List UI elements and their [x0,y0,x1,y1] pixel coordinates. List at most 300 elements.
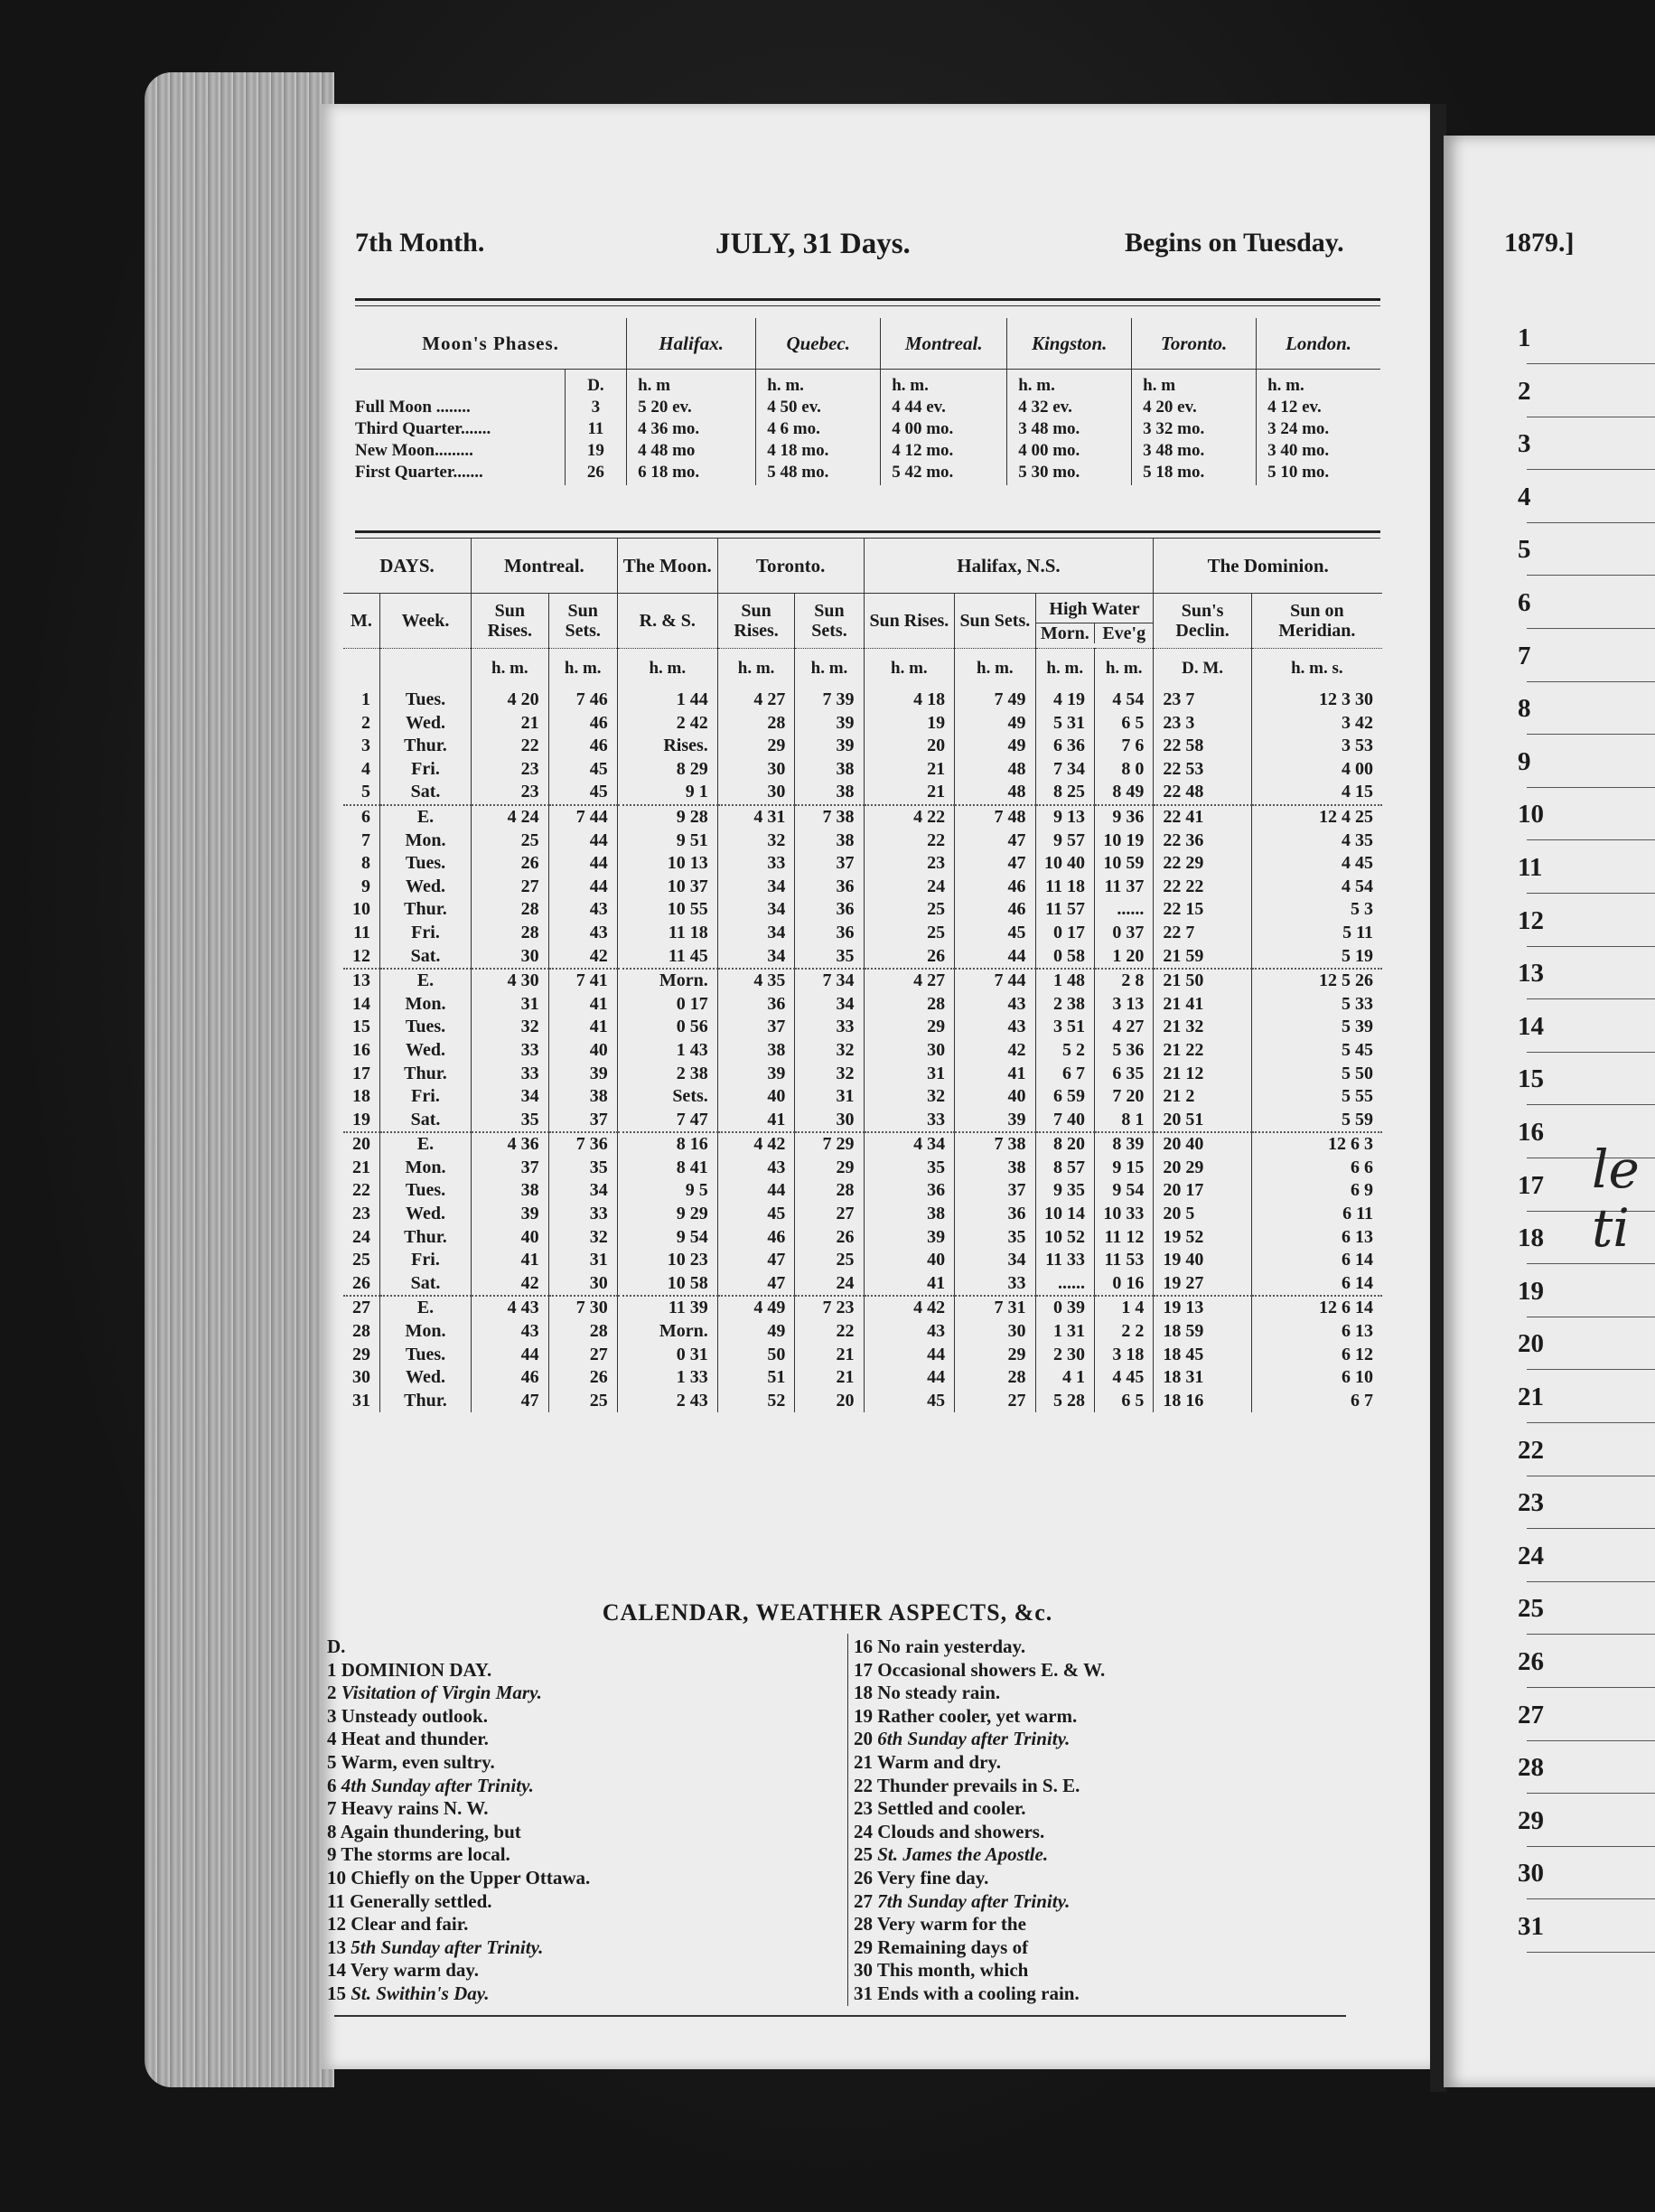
cell-montreal-rises: 32 [472,1016,549,1039]
ruled-line [1527,1740,1655,1741]
cell-moon-rs: 0 31 [617,1344,717,1367]
begins-on: Begins on Tuesday. [1125,228,1344,258]
cell-montreal-rises: 21 [472,712,549,736]
cell-halifax-rises: 32 [864,1085,955,1109]
cell-toronto-rises: 4 35 [717,969,795,993]
cell-sun-declin: 21 50 [1154,969,1251,993]
cell-montreal-rises: 30 [472,945,549,970]
cell-sun-meridian: 5 39 [1251,1016,1382,1039]
cell-halifax-rises: 35 [864,1157,955,1180]
table-row [343,969,1382,993]
right-page-day-number: 11 [1518,853,1543,882]
table-row [343,1179,1382,1203]
cell-sun-declin: 21 32 [1154,1016,1251,1039]
table-row [343,898,1382,922]
cell-hw-eveg: 10 33 [1094,1203,1153,1226]
right-page-day-number: 22 [1518,1435,1544,1465]
cell-hw-eveg: 4 27 [1094,1016,1153,1039]
cell-sun-declin: 18 31 [1154,1366,1251,1390]
calendar-entry [854,1890,1396,1914]
cell-halifax-rises: 23 [864,852,955,876]
calendar-day-number: 4 [327,1728,341,1750]
cell-montreal-rises: 43 [472,1320,549,1344]
calendar-day-number: 13 [327,1936,351,1958]
ruled-line [1527,1263,1655,1264]
cell-montreal-sets: 34 [548,1179,617,1203]
unit: h. m. [548,649,617,689]
table-row [343,758,1382,782]
unit: h. m. [717,649,795,689]
times-kingston [1007,370,1132,486]
cell-week: Mon. [380,1320,472,1344]
phase-time: 4 00 mo. [1018,441,1080,460]
cell-halifax-sets: 40 [955,1085,1035,1109]
handwriting-1: le [1592,1139,1640,1200]
cell-montreal-rises: 4 30 [472,969,549,993]
calendar-entry [854,1936,1396,1960]
cell-montreal-sets: 46 [548,712,617,736]
cell-hw-morn: 9 57 [1035,830,1094,853]
cell-hw-eveg: 4 54 [1094,689,1153,712]
cell-sun-declin: 22 29 [1154,852,1251,876]
cell-halifax-sets: 34 [955,1249,1035,1272]
calendar-note: 4th Sunday after Trinity. [341,1774,534,1796]
cell-sun-meridian: 5 59 [1251,1109,1382,1133]
unit: h. m. [1035,649,1094,689]
cell-montreal-sets: 41 [548,1016,617,1039]
calendar-day-number: 25 [854,1843,878,1866]
calendar-right-column [854,1636,1396,2006]
cell-montreal-rises: 42 [472,1272,549,1297]
cell-montreal-sets: 7 36 [548,1132,617,1157]
cell-day: 16 [352,1039,370,1060]
table-row [343,1249,1382,1272]
cell-toronto-rises: 34 [717,876,795,899]
cell-toronto-rises: 39 [717,1063,795,1086]
cell-toronto-sets: 24 [795,1272,864,1297]
right-page-day-number: 2 [1518,376,1531,406]
cell-montreal-rises: 23 [472,781,549,805]
col-sun-declin: Sun's Declin. [1154,594,1251,649]
cell-montreal-sets: 46 [548,735,617,758]
cell-toronto-rises: 34 [717,922,795,945]
cell-week: Wed. [380,712,472,736]
phase-time: 4 20 ev. [1143,398,1197,417]
cell-hw-morn: 0 39 [1035,1296,1094,1320]
cell-halifax-sets: 38 [955,1157,1035,1180]
cell-toronto-sets: 33 [795,1016,864,1039]
calendar-day-number: 22 [854,1774,877,1796]
ruled-line [1527,522,1655,523]
calendar-day-number: 27 [854,1889,878,1912]
cell-toronto-sets: 39 [795,712,864,736]
cell-toronto-sets: 39 [795,735,864,758]
ruled-line [1527,946,1655,947]
cell-sun-declin: 19 13 [1154,1296,1251,1320]
calendar-entry [854,1682,1396,1705]
cell-moon-rs: 1 43 [617,1039,717,1063]
cell-montreal-sets: 7 46 [548,689,617,712]
cell-day: 15 [352,1017,370,1037]
cell-day: 2 [361,712,370,733]
cell-day: 21 [352,1157,370,1177]
cell-sun-meridian: 12 3 30 [1251,689,1382,712]
ruled-line [1527,1634,1655,1635]
cell-halifax-rises: 38 [864,1203,955,1226]
cell-halifax-sets: 47 [955,852,1035,876]
unit-label: h. m. [1018,376,1055,395]
unit-label: h. m [638,376,670,395]
cell-hw-morn: 10 52 [1035,1226,1094,1250]
phase-day: 19 [586,441,604,460]
cell-montreal-rises: 44 [472,1344,549,1367]
cell-week: Mon. [380,993,472,1017]
cell-halifax-rises: 4 27 [864,969,955,993]
cell-day: 22 [352,1180,370,1201]
calendar-note: St. Swithin's Day. [351,1982,490,2004]
calendar-day-number: 26 [854,1866,877,1889]
cell-halifax-rises: 19 [864,712,955,736]
cell-halifax-sets: 46 [955,898,1035,922]
cell-hw-morn: 5 31 [1035,712,1094,736]
cell-sun-meridian: 6 13 [1251,1320,1382,1344]
cell-day: 14 [352,993,370,1014]
cell-day: 7 [361,830,370,850]
ruled-line [1527,575,1655,576]
table-row [343,1132,1382,1157]
cell-halifax-sets: 28 [955,1366,1035,1390]
cell-halifax-rises: 21 [864,781,955,805]
right-page-day-number: 30 [1518,1859,1544,1889]
cell-hw-morn: 6 59 [1035,1085,1094,1109]
ruled-line [1527,787,1655,788]
cell-hw-morn: 6 36 [1035,735,1094,758]
cell-hw-morn: 6 7 [1035,1063,1094,1086]
city-london: London. [1257,318,1380,370]
cell-montreal-sets: 44 [548,830,617,853]
cell-hw-eveg: 1 20 [1094,945,1153,970]
right-page-day-number: 27 [1518,1700,1544,1729]
cell-toronto-rises: 4 42 [717,1132,795,1157]
cell-moon-rs: 10 58 [617,1272,717,1297]
cell-hw-morn: 5 2 [1035,1039,1094,1063]
cell-toronto-sets: 36 [795,898,864,922]
calendar-day-number: 6 [327,1774,341,1796]
cell-halifax-sets: 37 [955,1179,1035,1203]
cell-day: 17 [352,1063,370,1083]
phase-time: 4 36 mo. [638,419,700,438]
cell-day: 13 [343,969,380,993]
cell-halifax-sets: 7 31 [955,1296,1035,1320]
cell-sun-meridian: 6 7 [1251,1390,1382,1413]
phase-name: New Moon......... [355,441,473,460]
calendar-entry [854,1797,1396,1821]
cell-week: Sat. [380,1272,472,1297]
calendar-d-label: D. [327,1636,346,1657]
cell-week: Thur. [380,898,472,922]
cell-hw-eveg: 10 19 [1094,830,1153,853]
right-page-day-number: 28 [1518,1753,1544,1783]
right-page-day-number: 19 [1518,1276,1544,1306]
calendar-note: No rain yesterday. [877,1636,1026,1657]
cell-hw-eveg: 11 37 [1094,876,1153,899]
ruled-line [1527,628,1655,629]
ruled-line [1527,1422,1655,1423]
cell-sun-declin: 18 59 [1154,1320,1251,1344]
cell-toronto-sets: 29 [795,1157,864,1180]
cell-week: Tues. [380,689,472,712]
calendar-entry [854,1821,1396,1844]
table-row [343,805,1382,830]
cell-montreal-rises: 23 [472,758,549,782]
cell-halifax-sets: 49 [955,735,1035,758]
ruled-line [1527,1687,1655,1688]
cell-moon-rs: 0 56 [617,1016,717,1039]
calendar-note: Very warm day. [350,1959,480,1982]
table-row [343,830,1382,853]
cell-halifax-sets: 35 [955,1226,1035,1250]
cell-hw-eveg: 6 5 [1094,712,1153,736]
cell-week: Thur. [380,735,472,758]
cell-hw-eveg: ...... [1094,898,1153,922]
cell-montreal-rises: 22 [472,735,549,758]
cell-sun-declin: 22 7 [1154,922,1251,945]
ruled-line [1527,1952,1655,1953]
table-row [343,1296,1382,1320]
cell-halifax-sets: 47 [955,830,1035,853]
cell-montreal-rises: 28 [472,922,549,945]
cell-sun-meridian: 6 11 [1251,1203,1382,1226]
cell-toronto-rises: 28 [717,712,795,736]
cell-sun-meridian: 6 13 [1251,1226,1382,1250]
cell-hw-eveg: 8 49 [1094,781,1153,805]
cell-halifax-sets: 48 [955,758,1035,782]
right-page-day-number: 24 [1518,1541,1544,1570]
phase-time: 4 00 mo. [892,419,954,438]
cell-toronto-sets: 36 [795,922,864,945]
right-page-day-number: 8 [1518,694,1531,724]
calendar-note: Ends with a cooling rain. [877,1982,1080,2004]
cell-halifax-sets: 43 [955,1016,1035,1039]
cell-toronto-rises: 30 [717,781,795,805]
cell-halifax-rises: 28 [864,993,955,1017]
calendar-entry [327,1751,833,1775]
cell-montreal-sets: 44 [548,852,617,876]
cell-sun-meridian: 6 9 [1251,1179,1382,1203]
calendar-note: Heat and thunder. [341,1728,489,1750]
cell-montreal-sets: 43 [548,898,617,922]
cell-sun-declin: 19 27 [1154,1272,1251,1297]
cell-sun-meridian: 12 4 25 [1251,805,1382,830]
cell-moon-rs: 11 39 [617,1296,717,1320]
month-number: 7th Month. [355,228,485,258]
cell-toronto-sets: 38 [795,758,864,782]
cell-hw-eveg: 6 5 [1094,1390,1153,1413]
cell-sun-declin: 21 12 [1154,1063,1251,1086]
cell-halifax-sets: 30 [955,1320,1035,1344]
cell-toronto-rises: 51 [717,1366,795,1390]
cell-montreal-rises: 38 [472,1179,549,1203]
table-row [343,922,1382,945]
times-quebec [756,370,881,486]
cell-toronto-rises: 4 27 [717,689,795,712]
cell-hw-eveg: 1 4 [1094,1296,1153,1320]
ruled-line [1527,1369,1655,1370]
cell-montreal-sets: 45 [548,781,617,805]
calendar-day-number: 7 [327,1797,341,1820]
cell-montreal-rises: 4 24 [472,805,549,830]
cell-sun-meridian: 4 00 [1251,758,1382,782]
cell-day: 25 [352,1250,370,1270]
phase-time: 3 32 mo. [1143,419,1205,438]
cell-toronto-sets: 26 [795,1226,864,1250]
cell-hw-eveg: 3 13 [1094,993,1153,1017]
calendar-note: St. James the Apostle. [877,1843,1049,1866]
calendar-note: 5th Sunday after Trinity. [351,1936,544,1958]
cell-montreal-sets: 7 44 [548,805,617,830]
cell-moon-rs: 7 47 [617,1109,717,1133]
right-page-day-number: 14 [1518,1011,1544,1041]
phase-time: 5 10 mo. [1267,463,1330,482]
cell-montreal-rises: 31 [472,993,549,1017]
right-page-title: 1879.] [1504,228,1575,258]
cell-hw-morn: ...... [1035,1272,1094,1297]
moon-phases-table [355,318,1380,485]
cell-week: Sat. [380,781,472,805]
cell-sun-meridian: 5 3 [1251,898,1382,922]
table-row [343,1366,1382,1390]
cell-week: Fri. [380,758,472,782]
cell-moon-rs: 8 29 [617,758,717,782]
cell-montreal-rises: 4 36 [472,1132,549,1157]
cell-moon-rs: 0 17 [617,993,717,1017]
cell-moon-rs: Morn. [617,969,717,993]
table-row [343,1203,1382,1226]
table-row [343,735,1382,758]
calendar-note: Again thundering, but [340,1820,521,1842]
cell-toronto-rises: 36 [717,993,795,1017]
cell-day: 26 [352,1272,370,1293]
calendar-note: Very fine day. [876,1866,989,1889]
cell-toronto-sets: 7 39 [795,689,864,712]
table-row [343,689,1382,712]
cell-halifax-rises: 31 [864,1063,955,1086]
phase-day: 3 [591,398,601,417]
cell-sun-meridian: 6 6 [1251,1157,1382,1180]
city-toronto: Toronto. [1132,318,1257,370]
col-high-water [1035,594,1154,649]
cell-week: Fri. [380,1085,472,1109]
cell-montreal-sets: 38 [548,1085,617,1109]
calendar-entry [327,1682,833,1705]
cell-hw-morn: 8 57 [1035,1157,1094,1180]
cell-halifax-sets: 39 [955,1109,1035,1133]
cell-hw-morn: 8 25 [1035,781,1094,805]
cell-hw-eveg: 6 35 [1094,1063,1153,1086]
cell-sun-declin: 18 16 [1154,1390,1251,1413]
city-montreal: Montreal. [881,318,1007,370]
cell-halifax-sets: 45 [955,922,1035,945]
cell-day: 1 [361,689,370,709]
cell-week: Fri. [380,1249,472,1272]
cell-sun-declin: 18 45 [1154,1344,1251,1367]
cell-halifax-sets: 46 [955,876,1035,899]
cell-day: 27 [343,1296,380,1320]
cell-halifax-rises: 39 [864,1226,955,1250]
table-row [343,781,1382,805]
cell-sun-declin: 20 51 [1154,1109,1251,1133]
col-toronto-sets: Sun Sets. [795,594,864,649]
calendar-day-number: 14 [327,1959,351,1982]
cell-toronto-sets: 21 [795,1344,864,1367]
times-montreal [881,370,1007,486]
col-hw-morn: Morn. [1040,623,1089,643]
calendar-note: No steady rain. [877,1682,1001,1704]
col-halifax-sets: Sun Sets. [955,594,1035,649]
ruled-line [1527,1211,1655,1212]
cell-toronto-rises: 33 [717,852,795,876]
cell-halifax-rises: 26 [864,945,955,970]
cell-day: 9 [361,876,370,896]
top-rule [355,298,1380,301]
calendar-day-number: 10 [327,1866,351,1889]
cell-halifax-sets: 44 [955,945,1035,970]
cell-week: E. [380,1132,472,1157]
col-week: Week. [380,594,472,649]
cell-sun-meridian: 6 14 [1251,1272,1382,1297]
cell-week: Thur. [380,1390,472,1413]
cell-week: Wed. [380,1039,472,1063]
right-page-day-number: 20 [1518,1329,1544,1359]
cell-sun-declin: 20 5 [1154,1203,1251,1226]
ruled-line [1527,681,1655,682]
col-sun-meridian: Sun on Meridian. [1251,594,1382,649]
ruled-line [1527,1052,1655,1053]
table-row [343,1063,1382,1086]
cell-toronto-rises: 50 [717,1344,795,1367]
cell-toronto-rises: 38 [717,1039,795,1063]
table-row [343,1016,1382,1039]
cell-week: Wed. [380,876,472,899]
cell-toronto-rises: 34 [717,945,795,970]
calendar-entry [854,1867,1396,1890]
ruled-line [1527,1581,1655,1582]
phase-name: Third Quarter....... [355,419,491,438]
cell-moon-rs: 10 13 [617,852,717,876]
calendar-entry [327,1728,833,1751]
cell-toronto-sets: 38 [795,781,864,805]
calendar-note: 7th Sunday after Trinity. [877,1889,1071,1912]
cell-montreal-sets: 28 [548,1320,617,1344]
cell-halifax-sets: 33 [955,1272,1035,1297]
cell-halifax-rises: 36 [864,1179,955,1203]
table-row [343,1039,1382,1063]
right-page-day-number: 10 [1518,800,1544,830]
cell-hw-eveg: 9 54 [1094,1179,1153,1203]
cell-moon-rs: Sets. [617,1085,717,1109]
calendar-left-column [327,1636,833,2006]
cell-montreal-sets: 33 [548,1203,617,1226]
cell-montreal-rises: 34 [472,1085,549,1109]
cell-moon-rs: 8 41 [617,1157,717,1180]
cell-day: 3 [361,736,370,756]
phase-time: 4 32 ev. [1018,398,1072,417]
cell-montreal-rises: 28 [472,898,549,922]
calendar-day-number: 31 [854,1982,878,2004]
cell-toronto-rises: 40 [717,1085,795,1109]
cell-halifax-sets: 7 44 [955,969,1035,993]
almanac-rows [343,689,1382,1412]
